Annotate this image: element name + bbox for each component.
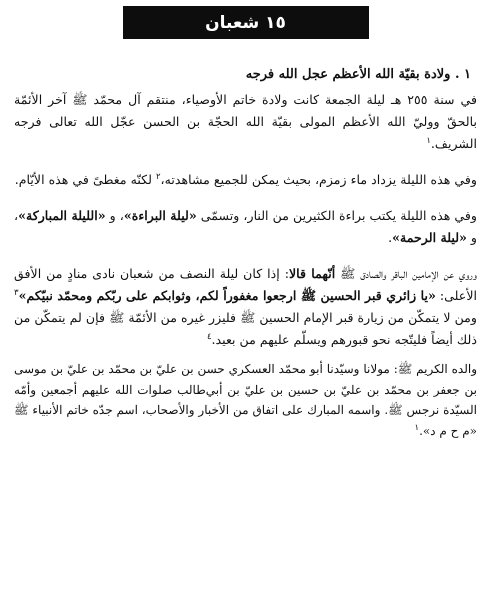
paragraph-text: . bbox=[388, 230, 393, 245]
footnote-marker: ٢ bbox=[155, 171, 161, 182]
chapter-title: ١٥ شعبان bbox=[205, 12, 286, 33]
section-heading: ١ . ولادة بقيّة الله الأعظم عجل الله فرجه bbox=[245, 67, 471, 82]
paragraph-text: : إذا كان ليلة النصف من شعبان نادى منادٍ من الأفق الأعلى: bbox=[14, 266, 478, 303]
paragraph-text: في سنة ٢٥٥ هـ ليلة الجمعة كانت ولادة خاتم الأوصياء، منتقم آل محمّد ﷺ آخر الأئمّة بالحقّ ووليّ الله الأعظم المولى بقيّة الله الحجّة بن الحسن عجّل الله تعالى فرجه الشريف. bbox=[14, 92, 477, 151]
paragraph-lineage bbox=[14, 359, 477, 441]
narration-intro: أنّهما قالا bbox=[288, 266, 336, 281]
paragraph-narration bbox=[14, 263, 477, 351]
paragraph-text: وروي عن الإمامين الباقر والصادق ﷺ bbox=[335, 266, 477, 281]
paragraph-text: وفي هذه الليلة يزداد ماء زمزم، بحيث يمكن للجميع مشاهدته، bbox=[160, 172, 477, 187]
footnote-marker: ٣ bbox=[14, 287, 19, 298]
paragraph-text: ، و bbox=[105, 208, 124, 223]
night-name-rahma: «ليلة الرحمة» bbox=[392, 230, 467, 245]
night-name-mubaraka: «الليلة المباركة» bbox=[18, 208, 106, 223]
paragraph-text: لكنّه مغطىً في هذه الأيّام. bbox=[14, 172, 156, 187]
night-name-baraa: «ليلة البراءة» bbox=[123, 208, 197, 223]
paragraph-text: ومن لا يتمكّن من زيارة قبر الإمام الحسين ﷺ فليزر غيره من الأئمّة ﷺ فإن لم يتمكّن من ذلك أيضاً فليتّجه نحو قبورهم ويسلّم عليهم من بعيد. bbox=[14, 310, 477, 347]
paragraph-text: ، و bbox=[14, 208, 477, 245]
paragraph-zamzam bbox=[14, 169, 477, 191]
paragraph-text: وفي هذه الليلة يكتب براءة الكثيرين من النار، وتسمّى bbox=[196, 208, 478, 223]
footnote-marker: ١ bbox=[414, 422, 420, 433]
narration-quote: «يا زائري قبر الحسين ﷺ ارجعوا مغفوراً لكم، وثوابكم على ربّكم ومحمّد نبيّكم» bbox=[18, 288, 436, 303]
chapter-title-banner bbox=[123, 6, 369, 39]
paragraph-birth bbox=[14, 89, 477, 155]
paragraph-text: والده الكريم ﷺ: مولانا وسيّدنا أبو محمّد العسكري حسن بن عليّ بن محمّد بن عليّ بن موسى بن جعفر بن محمّد بن عليّ بن حسين بن عليّ بن أبي‌طالب صلوات الله عليهم أجمعين وأمّه السيّدة نرجس ﷺ. واسمه المبارك على اتفاق من الأخبار والأصحاب، اسم جدّه خاتم الأنبياء ﷺ «م ح م د». bbox=[14, 362, 477, 438]
footnote-marker: ١ bbox=[426, 135, 431, 146]
footnote-marker: ٤ bbox=[206, 331, 212, 342]
paragraph-names-of-night bbox=[14, 205, 477, 249]
